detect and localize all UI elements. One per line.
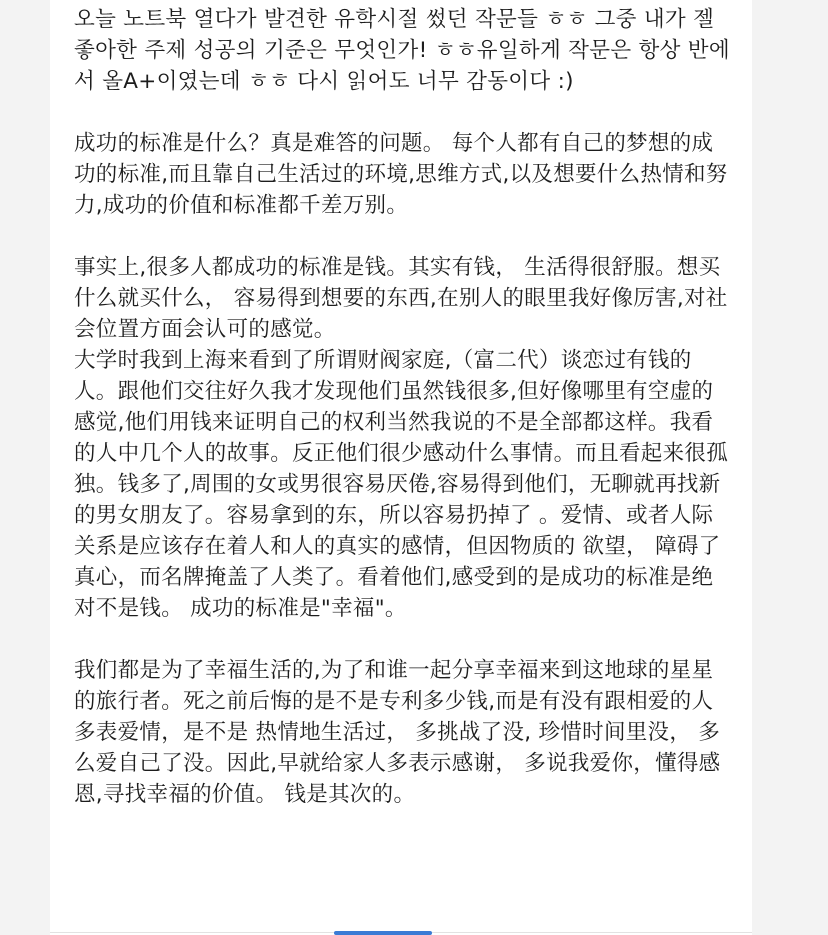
left-margin — [0, 0, 50, 935]
post-paragraph-question: 成功的标准是什么？真是难答的问题。 每个人都有自己的梦想的成功的标准,而且靠自己生活过的环境,思维方式,以及想要什么热情和努力,成功的价值和标准都千差万别。 — [74, 131, 728, 218]
post-paragraph-happiness: 我们都是为了幸福生活的,为了和谁一起分享幸福来到这地球的星星的旅行者。死之前后悔的是不是专利多少钱,而是有没有跟相爱的人多表爱情，是不是 热情地生活过， 多挑战了没, 珍惜时间里没， 多么爱自己了没。因此,早就给家人多表示感谢， 多说我爱你，懂得感恩,寻找幸福的价值。 钱是其次的。 — [74, 658, 721, 807]
scroll-indicator[interactable] — [334, 931, 432, 935]
right-margin — [752, 0, 828, 935]
paragraph-gap — [74, 97, 734, 128]
paragraph-gap — [74, 624, 734, 655]
post-body — [50, 0, 752, 935]
paragraph-gap — [74, 221, 734, 252]
post-paragraph-korean-intro: 오늘 노트북 열다가 발견한 유학시절 썼던 작문들 ㅎㅎ 그중 내가 젤 좋아한 주제 성공의 기준은 무엇인가! ㅎㅎ유일하게 작문은 항상 반에서 올A+이였는데 ㅎㅎ 다시 읽어도 너무 감동이다 :) — [74, 7, 730, 94]
post-paragraph-money: 事实上,很多人都成功的标准是钱。其实有钱， 生活得很舒服。想买什么就买什么， 容易得到想要的东西,在别人的眼里我好像厉害,对社会位置方面会认可的感觉。 — [74, 255, 728, 342]
post-paragraph-shanghai: 大学时我到上海来看到了所谓财阀家庭,（富二代）谈恋过有钱的人。跟他们交往好久我才发现他们虽然钱很多,但好像哪里有空虚的感觉,他们用钱来证明自己的权利当然我说的不是全部都这样。我看的人中几个人的故事。反正他们很少感动什么事情。而且看起来很孤独。钱多了,周围的女或男很容易厌倦,容易得到他们，无聊就再找新的男女朋友了。容易拿到的东，所以容易扔掉了 。爱情、或者人际关系是应该存在着人和人的真实的感情，但因物质的 欲望， 障碍了真心，而名牌掩盖了人类了。看着他们,感受到的是成功的标准是绝对不是钱。 成功的标准是"幸福"。 — [74, 348, 729, 621]
